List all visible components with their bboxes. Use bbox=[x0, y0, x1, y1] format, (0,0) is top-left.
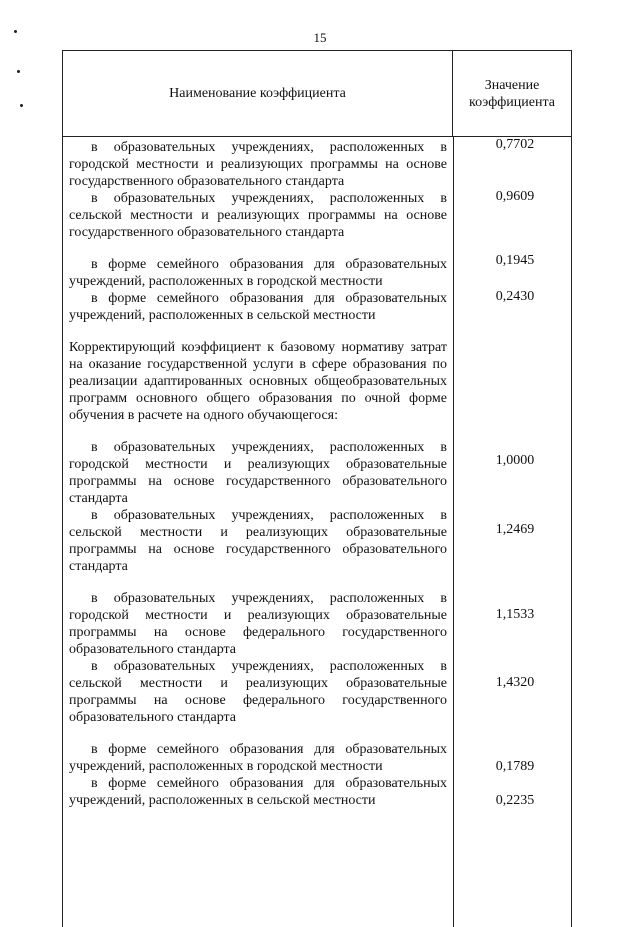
row-text: в форме семейного образования для образовательных учреждений, расположенных в городской местности bbox=[69, 257, 447, 289]
table-body bbox=[63, 137, 571, 927]
table-header bbox=[63, 50, 571, 137]
coefficient-value: 1,0000 bbox=[495, 453, 535, 468]
coefficient-value: 1,1533 bbox=[495, 607, 535, 622]
row-text: в образовательных учреждениях, расположенных в городской местности и реализующих образовательные программы на основе государственного образовательного стандарта bbox=[69, 440, 447, 506]
coefficient-value: 0,1945 bbox=[495, 253, 535, 268]
coefficient-value: 0,7702 bbox=[495, 137, 535, 152]
row-text: в образовательных учреждениях, расположенных в сельской местности и реализующих образовательные программы на основе государственного образовательного стандарта bbox=[69, 508, 447, 574]
table-row bbox=[69, 590, 447, 658]
coefficient-value: 0,2430 bbox=[495, 289, 535, 304]
table-row bbox=[69, 139, 447, 190]
table-row bbox=[69, 190, 447, 241]
row-text: Корректирующий коэффициент к базовому нормативу затрат на оказание государственной услуги в сфере образования по реализации адаптированных основных общеобразовательных программ основного общего образования по очной форме обучения в расчете на одного обучающегося: bbox=[69, 340, 447, 423]
table-row bbox=[69, 775, 447, 809]
row-text: в образовательных учреждениях, расположенных в городской местности и реализующих образовательные программы на основе федерального государственного образовательного стандарта bbox=[69, 591, 447, 657]
row-text: в форме семейного образования для образовательных учреждений, расположенных в городской местности bbox=[69, 742, 447, 774]
table-row bbox=[69, 439, 447, 507]
header-value: Значение коэффициента bbox=[469, 77, 555, 110]
name-column bbox=[63, 137, 454, 927]
header-name: Наименование коэффициента bbox=[63, 51, 453, 136]
table-row bbox=[69, 290, 447, 324]
table-row bbox=[69, 256, 447, 290]
row-text: в образовательных учреждениях, расположенных в городской местности и реализующих программы на основе государственного образовательного стандарта bbox=[69, 140, 447, 189]
row-text: в форме семейного образования для образовательных учреждений, расположенных в сельской местности bbox=[69, 776, 447, 808]
row-text: в образовательных учреждениях, расположенных в сельской местности и реализующих образовательные программы на основе федерального государственного образовательного стандарта bbox=[69, 659, 447, 725]
table-row bbox=[69, 741, 447, 775]
coefficient-value: 1,2469 bbox=[495, 522, 535, 537]
row-text: в образовательных учреждениях, расположенных в сельской местности и реализующих программы на основе государственного образовательного стандарта bbox=[69, 191, 447, 240]
coefficient-value: 0,1789 bbox=[495, 759, 535, 774]
coefficient-value: 1,4320 bbox=[495, 675, 535, 690]
coefficient-table bbox=[62, 50, 572, 927]
row-text: в форме семейного образования для образовательных учреждений, расположенных в сельской местности bbox=[69, 291, 447, 323]
table-row bbox=[69, 658, 447, 726]
coefficient-value: 0,9609 bbox=[495, 189, 535, 204]
page-number: 15 bbox=[313, 30, 327, 45]
coefficient-value: 0,2235 bbox=[495, 793, 535, 808]
table-row bbox=[69, 339, 447, 424]
table-row bbox=[69, 507, 447, 575]
